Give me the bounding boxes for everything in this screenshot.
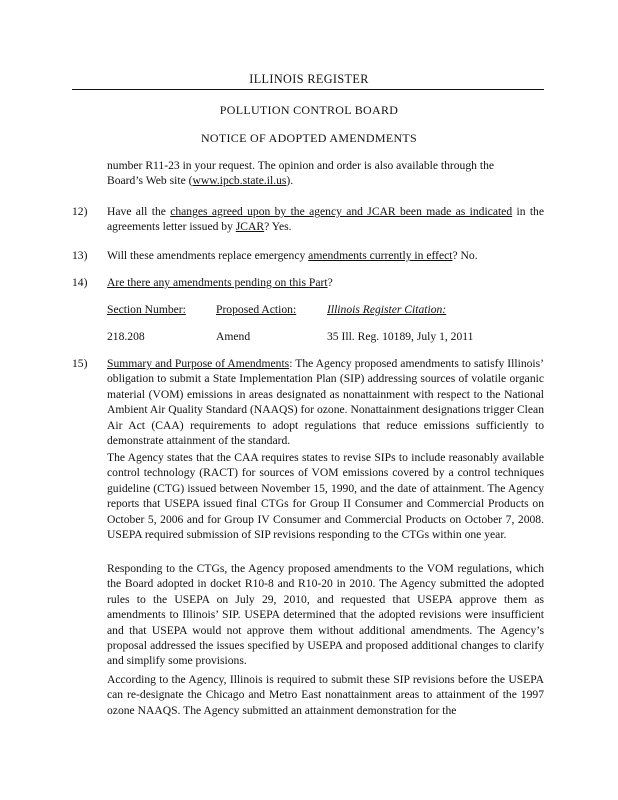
item-12-answer: ? Yes.	[264, 220, 292, 234]
item-15-lead: : The Agency proposed amendments to satisfy Illinois’ obligation to submit a State Implementation Plan (SIP) addressing sources of volatile organic material (VOM) emissions in areas designated as nonattainment with respect to the National Ambient Air Quality Standard (NAAQS) for ozone. Nonattainment designations trigger Clean Air Act (CAA) requirements to adopt regulations that reduce emissions sufficiently to demonstrate attainment of the standard.	[107, 357, 545, 448]
board-website-link[interactable]: www.ipcb.state.il.us	[192, 174, 287, 188]
item-14-part: Part	[308, 276, 328, 289]
table-cell-section: 218.208	[107, 330, 145, 343]
continuation-suffix: ).	[286, 174, 294, 188]
continuation-prefix: Board’s Web site (	[107, 174, 193, 188]
item-12-number: 12)	[72, 205, 88, 218]
item-14-suffix: ?	[327, 276, 333, 289]
continuation-line1: number R11-23 in your request. The opinion and order is also available through the	[107, 159, 495, 172]
item-15-para-2: The Agency states that the CAA requires states to revise SIPs to include reasonably available control technology (RACT) for sources of VOM emissions covered by a control techniques guideline (CTG) issued between November 15, 1990, and the date of attainment. The Agency reports that USEPA issued final CTGs for Group II Consumer and Commercial Products on October 5, 2006 and for Group IV Consumer and Commercial Products on October 7, 2008. USEPA required submission of SIP revisions responding to the CTGs within one year.	[107, 451, 544, 542]
item-13-number: 13)	[72, 249, 88, 262]
register-heading: ILLINOIS REGISTER	[249, 72, 369, 86]
table-cell-action: Amend	[216, 330, 251, 343]
table-header-action: Proposed Action:	[216, 303, 297, 316]
item-14-prefix: Are there any amendments pending on this	[107, 276, 309, 289]
notice-heading: NOTICE OF ADOPTED AMENDMENTS	[200, 131, 418, 145]
continuation-paragraph	[107, 158, 544, 189]
table-header-citation: Illinois Register Citation:	[327, 303, 447, 316]
item-15-para-3: Responding to the CTGs, the Agency proposed amendments to the VOM regulations, which the Board adopted in docket R10-8 and R10-20 in 2010. The Agency submitted the adopted rules to the USEPA on July 29, 2010, and requested that USEPA approve them as amendments to Illinois’ SIP. USEPA determined that the adopted revisions were insufficient and that USEPA would not approve them without additional amendments. The Agency’s proposal addressed the issues specified by USEPA and proposed additional changes to clarify and simplify some provisions.	[107, 562, 544, 668]
item-15-label: Summary and Purpose of Amendments	[107, 357, 290, 370]
table-header-section: Section Number:	[107, 303, 186, 316]
item-15-para-1	[107, 356, 544, 448]
table-cell-citation: 35 Ill. Reg. 10189, July 1, 2011	[327, 330, 474, 343]
item-14-text	[107, 275, 544, 290]
item-12-jcar: JCAR	[235, 220, 265, 234]
item-12-middle: in the agreements letter issued by	[107, 205, 544, 234]
board-heading: POLLUTION CONTROL BOARD	[219, 103, 399, 117]
item-14-number: 14)	[72, 276, 88, 289]
item-15-number: 15)	[72, 357, 88, 370]
item-12-prefix: Have all the	[107, 205, 171, 218]
header-rule	[72, 89, 544, 90]
item-13-text	[107, 248, 544, 263]
item-13-answer: ? No.	[452, 249, 478, 262]
item-12-text	[107, 204, 544, 235]
table-row	[107, 329, 544, 345]
item-12-underlined: changes agreed upon by the agency and JCAR been made as indicated	[170, 205, 513, 218]
item-15-para-4: According to the Agency, Illinois is required to submit these SIP revisions before the USEPA can re-designate the Chicago and Metro East nonattainment areas to attainment of the 1997 ozone NAAQS. The Agency submitted an attainment demonstration for the	[107, 673, 544, 717]
item-13-prefix: Will these amendments replace emergency	[107, 249, 309, 262]
item-13-underlined: amendments currently in effect	[308, 249, 453, 262]
amendments-table-header	[107, 302, 544, 318]
